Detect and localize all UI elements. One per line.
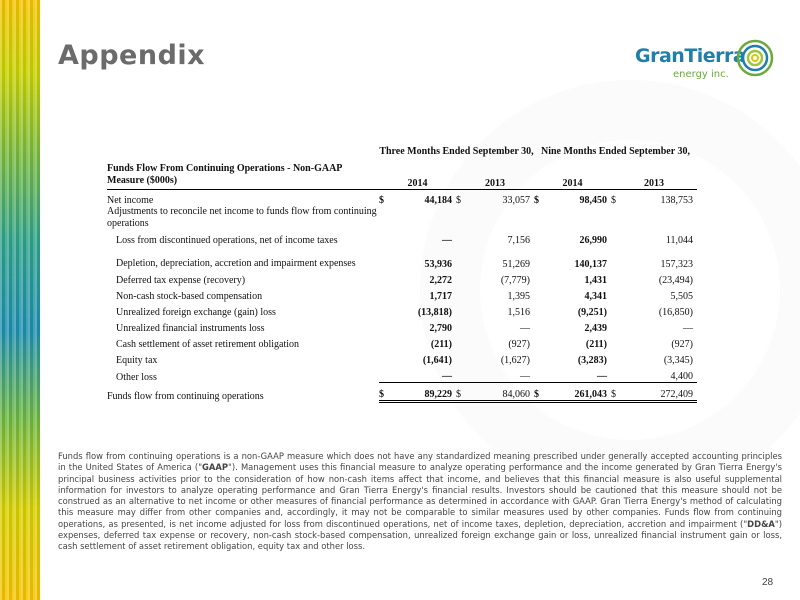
header-nine-months: Nine Months Ended September 30,: [541, 146, 690, 157]
header-description: Funds Flow From Continuing Operations - Non-GAAP Measure ($000s): [107, 163, 379, 190]
row-label: Net income: [107, 195, 154, 206]
row-label: Loss from discontinued operations, net of income taxes: [116, 235, 338, 246]
cell-value: 98,450: [579, 195, 607, 206]
row-label: Other loss: [116, 371, 157, 383]
cell-value: (211): [430, 339, 452, 350]
decorative-side-stripe: [0, 0, 40, 600]
cell-value: 5,505: [670, 291, 693, 302]
currency-sign: $: [456, 383, 466, 402]
row-label: Adjustments to reconcile net income to funds flow from continuing operations: [107, 206, 377, 229]
cell-value: 51,269: [502, 259, 530, 270]
cell-value: (927): [671, 339, 693, 350]
table-row: [107, 286, 697, 302]
header-year-q-2013: 2013: [456, 163, 534, 190]
row-label: Non-cash stock-based compensation: [116, 291, 263, 302]
table-row: [107, 366, 697, 383]
cell-value: (9,251): [577, 307, 607, 318]
cell-value: (927): [508, 339, 530, 350]
cell-value: 140,137: [574, 259, 607, 270]
cell-value: —: [520, 323, 530, 334]
table-row: [107, 350, 697, 366]
cell-value: —: [597, 371, 607, 382]
currency-sign: $: [611, 195, 616, 206]
header-three-months: Three Months Ended September 30,: [379, 146, 534, 157]
logo-tagline: energy inc.: [673, 69, 729, 80]
company-logo: [635, 35, 775, 85]
footnote-gaap-term: GAAP: [202, 462, 229, 473]
slide-title: Appendix: [58, 40, 206, 71]
footnote-text: [58, 451, 782, 553]
cell-value: 1,717: [429, 291, 452, 302]
cell-value: 138,753: [660, 195, 693, 206]
cell-value: (13,818): [417, 307, 452, 318]
cell-value: (3,345): [663, 355, 693, 366]
currency-sign: $: [456, 195, 461, 206]
table-row: [107, 302, 697, 318]
cell-value: 4,400: [670, 371, 693, 382]
logo-wordmark: GranTierra: [635, 45, 746, 67]
currency-sign: $: [534, 383, 544, 402]
table-row: [107, 270, 697, 286]
cell-value: (23,494): [658, 275, 693, 286]
header-year-9m-2014: 2014: [534, 163, 611, 190]
row-label: Cash settlement of asset retirement obligation: [116, 339, 300, 350]
table-row: [107, 230, 697, 246]
cell-value: 261,043: [544, 383, 611, 402]
cell-value: 7,156: [507, 235, 530, 246]
currency-sign: $: [379, 195, 384, 206]
cell-value: (211): [585, 339, 607, 350]
cell-value: (16,850): [658, 307, 693, 318]
logo-rings-icon: [735, 35, 775, 81]
row-label: Deferred tax expense (recovery): [116, 275, 246, 286]
cell-value: (7,779): [500, 275, 530, 286]
table-row: [107, 334, 697, 350]
cell-value: 1,395: [507, 291, 530, 302]
cell-value: (1,627): [500, 355, 530, 366]
cell-value: 53,936: [424, 259, 452, 270]
table-total-row: [107, 383, 697, 402]
cell-value: 157,323: [660, 259, 693, 270]
row-label: Unrealized financial instruments loss: [116, 323, 265, 334]
funds-flow-table: [107, 146, 697, 403]
row-label: Depletion, depreciation, accretion and impairment expenses: [116, 258, 356, 269]
cell-value: 272,409: [621, 383, 697, 402]
page-number: 28: [762, 577, 774, 588]
table-row: [107, 318, 697, 334]
cell-value: 84,060: [466, 383, 534, 402]
cell-value: 2,439: [584, 323, 607, 334]
cell-value: 4,341: [584, 291, 607, 302]
cell-value: 2,790: [429, 323, 452, 334]
cell-value: (1,641): [422, 355, 452, 366]
footnote-part-2: "). Management uses this financial measure to analyze operating performance and the income generated by Gran Tierra Energy's principal business activities prior to the consideration of how non-cash items affect that income, and believes that this financial measure is also useful supplemental information for investors to analyze operating performance and Gran Tierra Energy's financial results. Investors should be cautioned that this measure should not be construed as an alternative to net income or other measures of financial performance as determined in accordance with GAAP. Gran Tierra Energy's method of calculating this measure may differ from other companies and, accordingly, it may not be comparable to similar measures used by other companies. Funds flow from continuing operations, as presented, is net income adjusted for loss from discontinued operations, net of income taxes, depletion, depreciation, accretion and impairment (": [58, 462, 782, 529]
row-label: Funds flow from continuing operations: [107, 390, 264, 402]
cell-value: —: [520, 371, 530, 382]
footnote-part-1: Funds flow from continuing operations is a non-GAAP measure which does not have any standardized meaning prescribed under generally accepted accounting principles in the United States of America (": [58, 451, 782, 473]
header-year-9m-2013: 2013: [611, 163, 697, 190]
currency-sign: $: [379, 383, 389, 402]
cell-value: —: [442, 235, 452, 246]
row-label: Equity tax: [116, 355, 158, 366]
table-row: [107, 206, 697, 230]
cell-value: —: [442, 371, 452, 382]
cell-value: 89,229: [389, 383, 456, 402]
cell-value: 11,044: [665, 235, 693, 246]
cell-value: 1,516: [507, 307, 530, 318]
cell-value: —: [683, 323, 693, 334]
header-year-q-2014: 2014: [379, 163, 456, 190]
footnote-dda-term: DD&A: [747, 518, 775, 529]
row-label: Unrealized foreign exchange (gain) loss: [116, 307, 276, 318]
cell-value: 33,057: [502, 195, 530, 206]
cell-value: (3,283): [577, 355, 607, 366]
currency-sign: $: [534, 195, 539, 206]
cell-value: 44,184: [424, 195, 452, 206]
currency-sign: $: [611, 383, 621, 402]
cell-value: 1,431: [584, 275, 607, 286]
footnote-part-3: ") expenses, deferred tax expense or recovery, non-cash stock-based compensation, unrealized foreign exchange gain or loss, unrealized financial instrument gain or loss, cash settlement of asset retirement obligation, equity tax and other loss.: [58, 518, 782, 552]
table-row: [107, 190, 697, 207]
cell-value: 26,990: [579, 235, 607, 246]
cell-value: 2,272: [429, 275, 452, 286]
table-row: [107, 246, 697, 270]
